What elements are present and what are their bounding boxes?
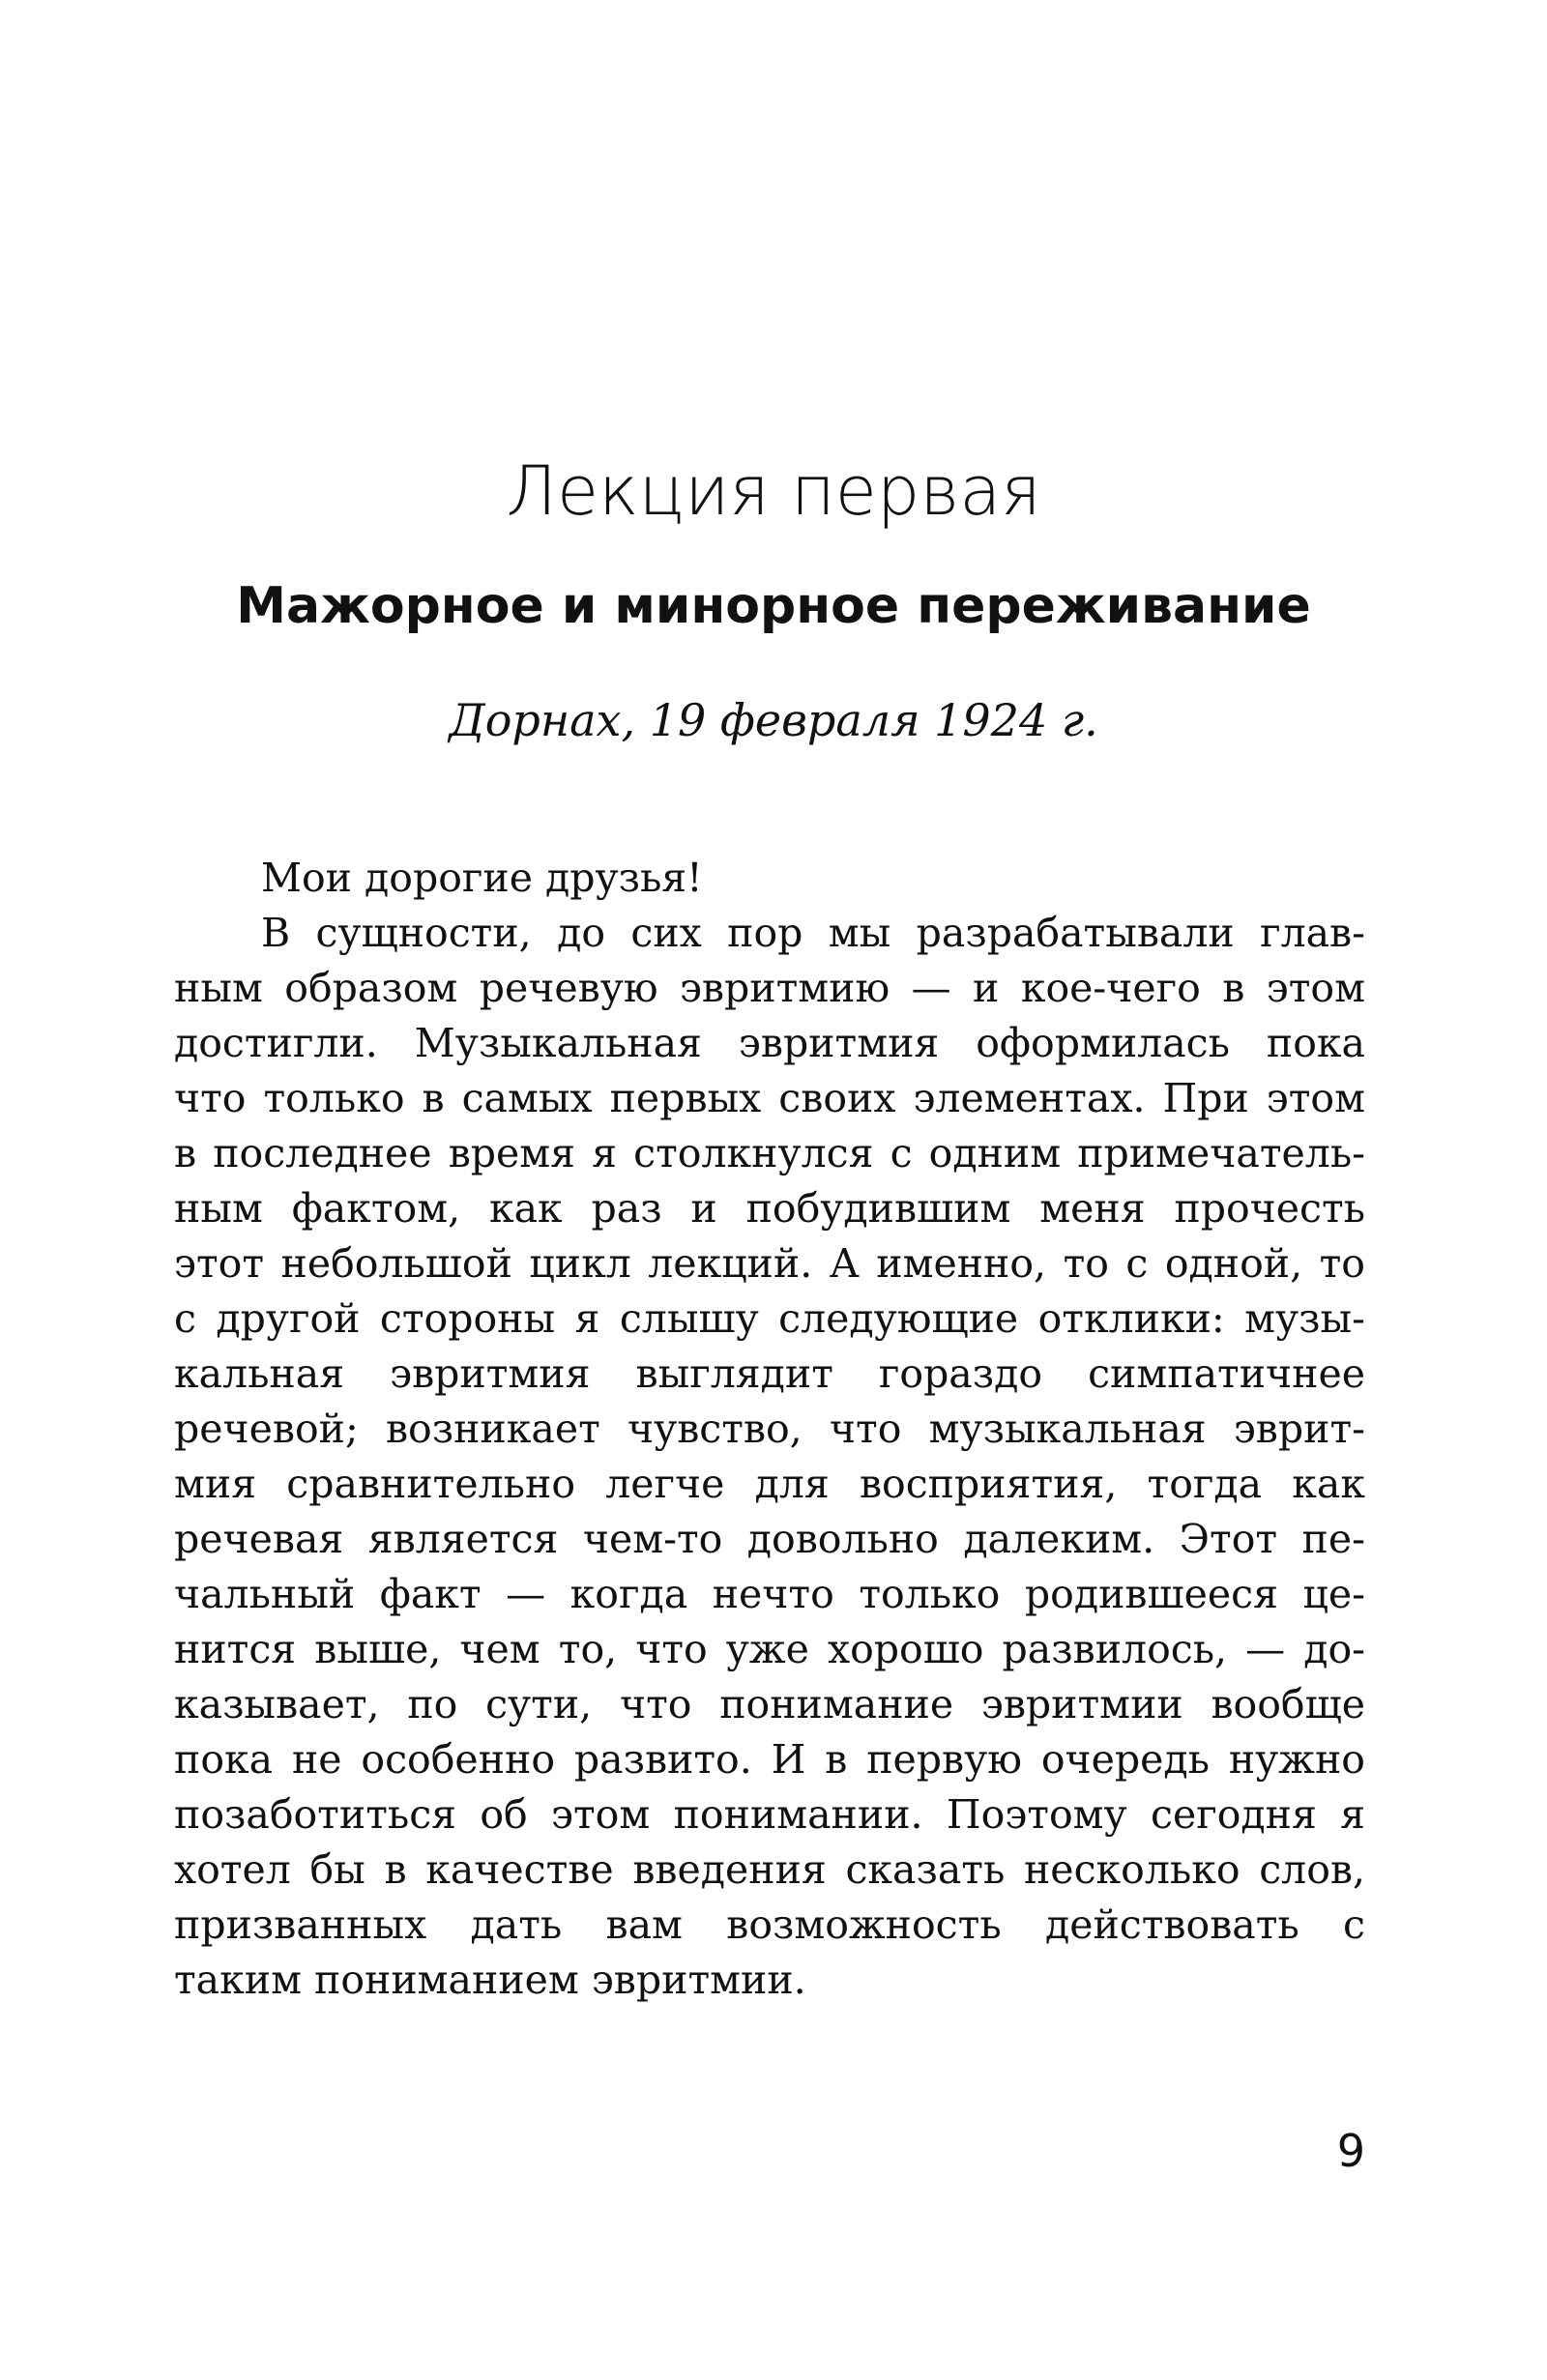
text-line: ным образом речевую эвритмию — и кое-чего в этом bbox=[174, 965, 1365, 1011]
place-date: Дорнах, 19 февраля 1924 г. bbox=[449, 694, 1098, 746]
text-line: речевой; возникает чувство, что музыкальная эврит- bbox=[174, 1406, 1365, 1452]
text-line-last: таким пониманием эвритмии. bbox=[174, 1957, 806, 2003]
lecture-subtitle: Мажорное и минорное переживание bbox=[236, 577, 1311, 635]
text-line: ным фактом, как раз и побудившим меня прочесть bbox=[174, 1185, 1365, 1232]
text-line: призванных дать вам возможность действовать с bbox=[174, 1901, 1365, 1948]
text-line: достигли. Музыкальная эвритмия оформилась пока bbox=[174, 1020, 1365, 1066]
text-line: речевая является чем-то довольно далеким. Этот пе- bbox=[174, 1516, 1365, 1562]
text-line: чальный факт — когда нечто только родившееся це- bbox=[174, 1571, 1365, 1617]
text-line: хотел бы в качестве введения сказать несколько слов, bbox=[174, 1846, 1365, 1893]
text-line: пока не особенно развито. И в первую очередь нужно bbox=[174, 1736, 1365, 1783]
body-text bbox=[174, 851, 1365, 2008]
text-line: что только в самых первых своих элементах. При этом bbox=[174, 1075, 1365, 1121]
page-number: 9 bbox=[1336, 2125, 1365, 2177]
lecture-title: Лекция первая bbox=[506, 451, 1041, 531]
text-line: в последнее время я столкнулся с одним примечатель- bbox=[174, 1130, 1365, 1176]
text-line: В сущности, до сих пор мы разрабатывали глав- bbox=[261, 910, 1365, 956]
text-line: кальная эвритмия выглядит гораздо симпатичнее bbox=[174, 1350, 1365, 1397]
text-line: позаботиться об этом понимании. Поэтому сегодня я bbox=[174, 1791, 1365, 1838]
text-line: мия сравнительно легче для восприятия, тогда как bbox=[174, 1461, 1365, 1507]
greeting-line: Мои дорогие друзья! bbox=[261, 855, 703, 901]
text-line: нится выше, чем то, что уже хорошо развилось, — до- bbox=[174, 1626, 1365, 1672]
text-line: с другой стороны я слышу следующие отклики: музы- bbox=[174, 1295, 1365, 1342]
text-line: казывает, по сути, что понимание эвритмии вообще bbox=[174, 1681, 1365, 1727]
text-line: этот небольшой цикл лекций. А именно, то с одной, то bbox=[174, 1240, 1365, 1287]
